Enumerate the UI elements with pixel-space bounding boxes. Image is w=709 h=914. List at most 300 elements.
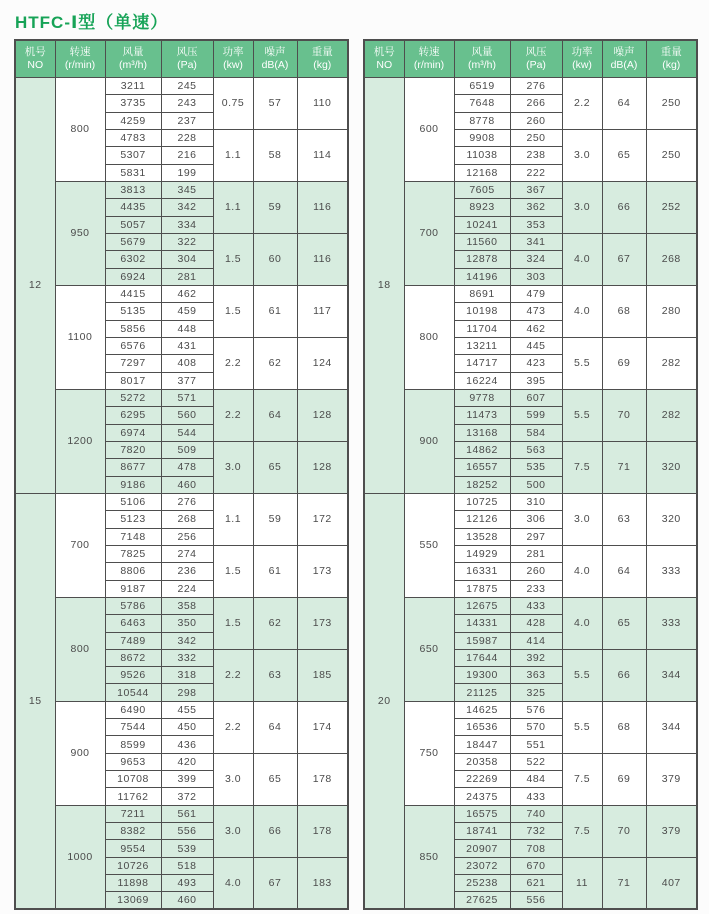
flow-cell: 10725	[454, 493, 510, 510]
flow-cell: 8599	[105, 736, 161, 753]
power-cell: 5.5	[562, 701, 602, 753]
pressure-cell: 433	[510, 788, 562, 805]
pressure-cell: 306	[510, 511, 562, 528]
flow-cell: 3735	[105, 95, 161, 112]
flow-cell: 5135	[105, 303, 161, 320]
flow-cell: 9778	[454, 389, 510, 406]
noise-cell: 71	[602, 857, 646, 909]
pressure-cell: 243	[161, 95, 213, 112]
pressure-cell: 420	[161, 753, 213, 770]
weight-cell: 344	[646, 701, 697, 753]
power-cell: 7.5	[562, 441, 602, 493]
col-header-speed	[55, 40, 105, 78]
col-header-line2: (kw)	[223, 59, 243, 71]
noise-cell: 61	[253, 285, 297, 337]
noise-cell: 67	[253, 857, 297, 909]
flow-cell: 17875	[454, 580, 510, 597]
pressure-cell: 324	[510, 251, 562, 268]
power-cell: 0.75	[213, 78, 253, 130]
speed-cell: 800	[404, 285, 454, 389]
noise-cell: 62	[253, 337, 297, 389]
speed-cell: 700	[55, 493, 105, 597]
flow-cell: 14331	[454, 615, 510, 632]
spec-tables-container	[0, 39, 709, 910]
col-header-line2: (Pa)	[526, 59, 546, 71]
noise-cell: 69	[602, 753, 646, 805]
pressure-cell: 350	[161, 615, 213, 632]
col-header-weight	[297, 40, 348, 78]
weight-cell: 178	[297, 753, 348, 805]
noise-cell: 68	[602, 701, 646, 753]
pressure-cell: 274	[161, 545, 213, 562]
pressure-cell: 478	[161, 459, 213, 476]
table-row	[15, 805, 348, 822]
pressure-cell: 522	[510, 753, 562, 770]
pressure-cell: 448	[161, 320, 213, 337]
speed-cell: 750	[404, 701, 454, 805]
power-cell: 1.1	[213, 493, 253, 545]
noise-cell: 69	[602, 337, 646, 389]
pressure-cell: 395	[510, 372, 562, 389]
pressure-cell: 563	[510, 441, 562, 458]
flow-cell: 10708	[105, 771, 161, 788]
col-header-line2: (kg)	[313, 59, 332, 71]
col-header-power	[213, 40, 253, 78]
flow-cell: 5831	[105, 164, 161, 181]
weight-cell: 128	[297, 441, 348, 493]
noise-cell: 71	[602, 441, 646, 493]
pressure-cell: 216	[161, 147, 213, 164]
weight-cell: 173	[297, 597, 348, 649]
pressure-cell: 358	[161, 597, 213, 614]
weight-cell: 173	[297, 545, 348, 597]
col-header-press	[161, 40, 213, 78]
pressure-cell: 281	[510, 545, 562, 562]
noise-cell: 66	[253, 805, 297, 857]
pressure-cell: 245	[161, 78, 213, 95]
weight-cell: 124	[297, 337, 348, 389]
flow-cell: 4415	[105, 285, 161, 302]
speed-cell: 900	[55, 701, 105, 805]
power-cell: 5.5	[562, 389, 602, 441]
noise-cell: 63	[253, 649, 297, 701]
flow-cell: 5856	[105, 320, 161, 337]
pressure-cell: 260	[510, 112, 562, 129]
power-cell: 4.0	[562, 545, 602, 597]
flow-cell: 11038	[454, 147, 510, 164]
flow-cell: 6490	[105, 701, 161, 718]
noise-cell: 66	[602, 649, 646, 701]
pressure-cell: 297	[510, 528, 562, 545]
flow-cell: 6463	[105, 615, 161, 632]
noise-cell: 65	[602, 129, 646, 181]
col-header-line2: dB(A)	[610, 59, 638, 71]
speed-cell: 950	[55, 181, 105, 285]
col-header-speed	[404, 40, 454, 78]
flow-cell: 22269	[454, 771, 510, 788]
pressure-cell: 238	[510, 147, 562, 164]
pressure-cell: 570	[510, 719, 562, 736]
flow-cell: 15987	[454, 632, 510, 649]
header-row	[15, 40, 348, 78]
weight-cell: 183	[297, 857, 348, 909]
flow-cell: 20907	[454, 840, 510, 857]
pressure-cell: 509	[161, 441, 213, 458]
pressure-cell: 571	[161, 389, 213, 406]
flow-cell: 27625	[454, 892, 510, 909]
noise-cell: 57	[253, 78, 297, 130]
noise-cell: 62	[253, 597, 297, 649]
pressure-cell: 310	[510, 493, 562, 510]
noise-cell: 63	[602, 493, 646, 545]
pressure-cell: 334	[161, 216, 213, 233]
pressure-cell: 732	[510, 823, 562, 840]
flow-cell: 9526	[105, 667, 161, 684]
pressure-cell: 341	[510, 233, 562, 250]
pressure-cell: 459	[161, 303, 213, 320]
weight-cell: 250	[646, 129, 697, 181]
pressure-cell: 233	[510, 580, 562, 597]
pressure-cell: 408	[161, 355, 213, 372]
machine-no-cell: 18	[364, 78, 404, 494]
power-cell: 2.2	[213, 337, 253, 389]
flow-cell: 6576	[105, 337, 161, 354]
table-row	[15, 493, 348, 510]
power-cell: 4.0	[562, 285, 602, 337]
col-header-line2: (r/min)	[413, 59, 445, 71]
pressure-cell: 372	[161, 788, 213, 805]
spec-table-1	[14, 39, 349, 910]
noise-cell: 67	[602, 233, 646, 285]
flow-cell: 12168	[454, 164, 510, 181]
pressure-cell: 556	[161, 823, 213, 840]
flow-cell: 10544	[105, 684, 161, 701]
col-header-line1: 风压	[525, 45, 547, 58]
noise-cell: 68	[602, 285, 646, 337]
speed-cell: 600	[404, 78, 454, 182]
power-cell: 1.5	[213, 545, 253, 597]
pressure-cell: 228	[161, 129, 213, 146]
weight-cell: 252	[646, 181, 697, 233]
spec-table-header	[364, 40, 697, 78]
pressure-cell: 260	[510, 563, 562, 580]
flow-cell: 14625	[454, 701, 510, 718]
flow-cell: 7544	[105, 719, 161, 736]
power-cell: 3.0	[213, 441, 253, 493]
col-header-line1: 机号	[373, 45, 395, 58]
flow-cell: 9186	[105, 476, 161, 493]
table-row	[15, 78, 348, 95]
power-cell: 5.5	[562, 649, 602, 701]
flow-cell: 17644	[454, 649, 510, 666]
flow-cell: 13211	[454, 337, 510, 354]
col-header-noise	[253, 40, 297, 78]
table-row	[364, 78, 697, 95]
pressure-cell: 268	[161, 511, 213, 528]
flow-cell: 11704	[454, 320, 510, 337]
pressure-cell: 473	[510, 303, 562, 320]
pressure-cell: 599	[510, 407, 562, 424]
flow-cell: 5786	[105, 597, 161, 614]
table-row	[15, 701, 348, 718]
pressure-cell: 325	[510, 684, 562, 701]
flow-cell: 9653	[105, 753, 161, 770]
pressure-cell: 345	[161, 181, 213, 198]
noise-cell: 61	[253, 545, 297, 597]
weight-cell: 110	[297, 78, 348, 130]
flow-cell: 4435	[105, 199, 161, 216]
pressure-cell: 392	[510, 649, 562, 666]
pressure-cell: 342	[161, 199, 213, 216]
pressure-cell: 551	[510, 736, 562, 753]
speed-cell: 650	[404, 597, 454, 701]
pressure-cell: 462	[161, 285, 213, 302]
pressure-cell: 353	[510, 216, 562, 233]
flow-cell: 8806	[105, 563, 161, 580]
flow-cell: 20358	[454, 753, 510, 770]
pressure-cell: 256	[161, 528, 213, 545]
col-header-line2: (r/min)	[64, 59, 96, 71]
flow-cell: 14862	[454, 441, 510, 458]
pressure-cell: 740	[510, 805, 562, 822]
power-cell: 3.0	[562, 129, 602, 181]
col-header-weight	[646, 40, 697, 78]
speed-cell: 1100	[55, 285, 105, 389]
power-cell: 1.1	[213, 129, 253, 181]
flow-cell: 8677	[105, 459, 161, 476]
col-header-no	[15, 40, 55, 78]
flow-cell: 7605	[454, 181, 510, 198]
power-cell: 1.5	[213, 285, 253, 337]
table-row	[364, 493, 697, 510]
noise-cell: 64	[602, 545, 646, 597]
power-cell: 4.0	[562, 597, 602, 649]
col-header-line1: 转速	[69, 45, 91, 58]
noise-cell: 65	[253, 441, 297, 493]
weight-cell: 407	[646, 857, 697, 909]
weight-cell: 268	[646, 233, 697, 285]
flow-cell: 7148	[105, 528, 161, 545]
weight-cell: 116	[297, 181, 348, 233]
pressure-cell: 584	[510, 424, 562, 441]
power-cell: 4.0	[562, 233, 602, 285]
col-header-line1: 风压	[176, 45, 198, 58]
power-cell: 2.2	[213, 649, 253, 701]
weight-cell: 379	[646, 753, 697, 805]
speed-cell: 900	[404, 389, 454, 493]
col-header-line1: 重量	[660, 45, 682, 58]
weight-cell: 280	[646, 285, 697, 337]
flow-cell: 4783	[105, 129, 161, 146]
power-cell: 4.0	[213, 857, 253, 909]
table-row	[364, 597, 697, 614]
table-row	[364, 805, 697, 822]
pressure-cell: 423	[510, 355, 562, 372]
flow-cell: 12675	[454, 597, 510, 614]
flow-cell: 12126	[454, 511, 510, 528]
flow-cell: 5307	[105, 147, 161, 164]
flow-cell: 9187	[105, 580, 161, 597]
pressure-cell: 362	[510, 199, 562, 216]
pressure-cell: 576	[510, 701, 562, 718]
col-header-line2: (kw)	[572, 59, 592, 71]
flow-cell: 24375	[454, 788, 510, 805]
pressure-cell: 445	[510, 337, 562, 354]
flow-cell: 13168	[454, 424, 510, 441]
weight-cell: 117	[297, 285, 348, 337]
weight-cell: 344	[646, 649, 697, 701]
speed-cell: 1000	[55, 805, 105, 909]
pressure-cell: 342	[161, 632, 213, 649]
pressure-cell: 493	[161, 875, 213, 892]
col-header-line1: 转速	[418, 45, 440, 58]
power-cell: 2.2	[213, 701, 253, 753]
power-cell: 3.0	[213, 753, 253, 805]
pressure-cell: 561	[161, 805, 213, 822]
flow-cell: 7211	[105, 805, 161, 822]
noise-cell: 66	[602, 181, 646, 233]
flow-cell: 16557	[454, 459, 510, 476]
col-header-line1: 噪声	[613, 45, 635, 58]
pressure-cell: 670	[510, 857, 562, 874]
machine-no-cell: 15	[15, 493, 55, 909]
flow-cell: 7820	[105, 441, 161, 458]
flow-cell: 16536	[454, 719, 510, 736]
pressure-cell: 518	[161, 857, 213, 874]
flow-cell: 11898	[105, 875, 161, 892]
col-header-power	[562, 40, 602, 78]
col-header-line1: 重量	[311, 45, 333, 58]
pressure-cell: 250	[510, 129, 562, 146]
flow-cell: 8923	[454, 199, 510, 216]
flow-cell: 10198	[454, 303, 510, 320]
header-row	[364, 40, 697, 78]
pressure-cell: 484	[510, 771, 562, 788]
table-row	[364, 389, 697, 406]
pressure-cell: 332	[161, 649, 213, 666]
flow-cell: 3211	[105, 78, 161, 95]
power-cell: 1.5	[213, 597, 253, 649]
machine-no-cell: 20	[364, 493, 404, 909]
pressure-cell: 367	[510, 181, 562, 198]
pressure-cell: 428	[510, 615, 562, 632]
flow-cell: 5272	[105, 389, 161, 406]
speed-cell: 800	[55, 78, 105, 182]
spec-table-body	[364, 78, 697, 910]
noise-cell: 65	[253, 753, 297, 805]
power-cell: 2.2	[562, 78, 602, 130]
noise-cell: 58	[253, 129, 297, 181]
pressure-cell: 236	[161, 563, 213, 580]
col-header-line1: 风量	[471, 45, 493, 58]
flow-cell: 8672	[105, 649, 161, 666]
col-header-line1: 风量	[122, 45, 144, 58]
flow-cell: 9554	[105, 840, 161, 857]
noise-cell: 59	[253, 181, 297, 233]
pressure-cell: 281	[161, 268, 213, 285]
flow-cell: 3813	[105, 181, 161, 198]
weight-cell: 172	[297, 493, 348, 545]
speed-cell: 700	[404, 181, 454, 285]
power-cell: 7.5	[562, 753, 602, 805]
flow-cell: 7297	[105, 355, 161, 372]
flow-cell: 23072	[454, 857, 510, 874]
pressure-cell: 539	[161, 840, 213, 857]
power-cell: 3.0	[562, 493, 602, 545]
flow-cell: 14717	[454, 355, 510, 372]
weight-cell: 178	[297, 805, 348, 857]
pressure-cell: 436	[161, 736, 213, 753]
flow-cell: 7648	[454, 95, 510, 112]
weight-cell: 333	[646, 545, 697, 597]
table-row	[364, 285, 697, 302]
power-cell: 2.2	[213, 389, 253, 441]
pressure-cell: 222	[510, 164, 562, 181]
pressure-cell: 560	[161, 407, 213, 424]
noise-cell: 70	[602, 389, 646, 441]
power-cell: 3.0	[562, 181, 602, 233]
flow-cell: 16575	[454, 805, 510, 822]
flow-cell: 9908	[454, 129, 510, 146]
pressure-cell: 433	[510, 597, 562, 614]
table-row	[364, 181, 697, 198]
table-row	[15, 597, 348, 614]
power-cell: 1.5	[213, 233, 253, 285]
flow-cell: 4259	[105, 112, 161, 129]
speed-cell: 550	[404, 493, 454, 597]
pressure-cell: 479	[510, 285, 562, 302]
pressure-cell: 460	[161, 892, 213, 909]
flow-cell: 14196	[454, 268, 510, 285]
pressure-cell: 377	[161, 372, 213, 389]
pressure-cell: 237	[161, 112, 213, 129]
weight-cell: 282	[646, 337, 697, 389]
flow-cell: 5123	[105, 511, 161, 528]
table-row	[364, 701, 697, 718]
col-header-line2: (m³/h)	[468, 59, 496, 71]
power-cell: 11	[562, 857, 602, 909]
flow-cell: 5106	[105, 493, 161, 510]
flow-cell: 7489	[105, 632, 161, 649]
noise-cell: 64	[253, 389, 297, 441]
noise-cell: 64	[253, 701, 297, 753]
col-header-line2: NO	[376, 59, 393, 71]
flow-cell: 18252	[454, 476, 510, 493]
spec-table-2	[363, 39, 698, 910]
pressure-cell: 318	[161, 667, 213, 684]
power-cell: 5.5	[562, 337, 602, 389]
spec-table-header	[15, 40, 348, 78]
weight-cell: 333	[646, 597, 697, 649]
flow-cell: 8778	[454, 112, 510, 129]
noise-cell: 65	[602, 597, 646, 649]
weight-cell: 116	[297, 233, 348, 285]
col-header-press	[510, 40, 562, 78]
flow-cell: 13528	[454, 528, 510, 545]
flow-cell: 18741	[454, 823, 510, 840]
pressure-cell: 298	[161, 684, 213, 701]
flow-cell: 10241	[454, 216, 510, 233]
pressure-cell: 500	[510, 476, 562, 493]
weight-cell: 114	[297, 129, 348, 181]
col-header-line1: 功率	[222, 45, 244, 58]
pressure-cell: 621	[510, 875, 562, 892]
flow-cell: 11762	[105, 788, 161, 805]
flow-cell: 19300	[454, 667, 510, 684]
flow-cell: 25238	[454, 875, 510, 892]
speed-cell: 800	[55, 597, 105, 701]
flow-cell: 6924	[105, 268, 161, 285]
